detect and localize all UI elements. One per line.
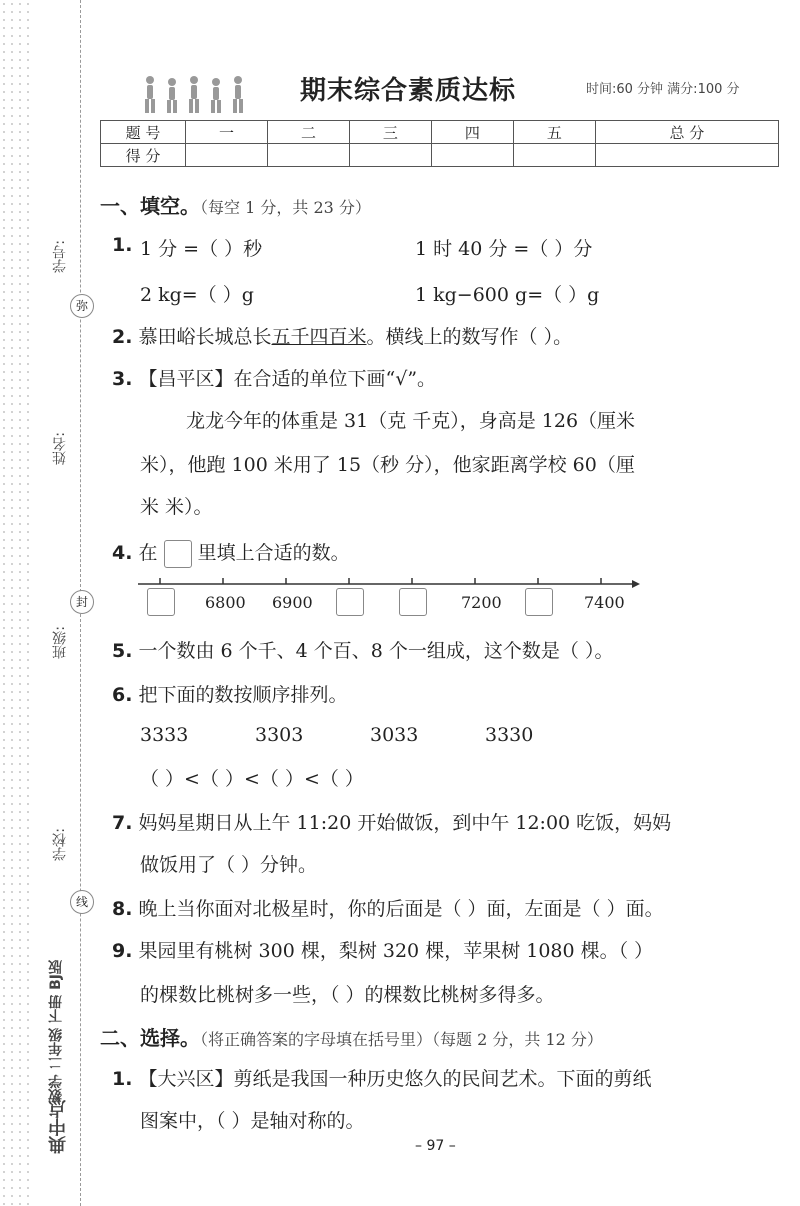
school-label: 学校: — [52, 828, 68, 861]
q6-number: 3330 — [485, 724, 534, 746]
table-cell: 三 — [349, 121, 431, 144]
section-note: （将正确答案的字母填在括号里）（每题 2 分，共 12 分） — [200, 1030, 603, 1049]
name-label: 姓名: — [52, 432, 68, 465]
q1-b: 1 时 40 分 =（ ）分 — [415, 238, 593, 260]
section-title: 一、填空。 — [100, 194, 200, 218]
q6-order: （ ）<（ ）<（ ）<（ ） — [140, 768, 364, 790]
seal-xian: 线 — [70, 890, 94, 914]
tick-label: 6900 — [272, 593, 313, 612]
s2-q1-line2: 图案中，（ ）是轴对称的。 — [140, 1110, 365, 1132]
table-cell: 五 — [513, 121, 595, 144]
table-cell: 题 号 — [101, 121, 186, 144]
table-cell: 四 — [431, 121, 513, 144]
student-no-label: 学号: — [52, 240, 68, 273]
score-input[interactable] — [349, 144, 431, 167]
q9-line2: 的棵数比桃树多一些，（ ）的棵数比桃树多得多。 — [140, 984, 555, 1006]
book-info: 数学 二年级 下册 BJ版 — [48, 960, 64, 1103]
answer-box[interactable] — [336, 588, 364, 616]
q7-line1: 7. 妈妈星期日从上午 11:20 开始做饭，到中午 12:00 吃饭，妈妈 — [112, 812, 672, 834]
table-cell: 一 — [186, 121, 268, 144]
tick-label: 6800 — [205, 593, 246, 612]
q3-line1: 龙龙今年的体重是 31（克 千克），身高是 126（厘米 — [186, 410, 636, 432]
tick-label: 7400 — [584, 593, 625, 612]
number-line — [138, 574, 640, 594]
q3-line3: 米 米）。 — [140, 496, 213, 518]
score-input[interactable] — [186, 144, 268, 167]
empty-box-icon — [164, 540, 192, 568]
score-input[interactable] — [513, 144, 595, 167]
q3: 3. 【昌平区】在合适的单位下画“√”。 — [112, 368, 437, 390]
answer-box[interactable] — [399, 588, 427, 616]
section-2-heading — [100, 1022, 603, 1051]
seal-mi: 弥 — [70, 294, 94, 318]
answer-box[interactable] — [525, 588, 553, 616]
score-table — [100, 120, 779, 167]
dotted-margin — [0, 0, 30, 1206]
q9-line1: 9. 果园里有桃树 300 棵，梨树 320 棵，苹果树 1080 棵。（ ） — [112, 940, 654, 962]
q4: 4. 在 里填上合适的数。 — [112, 538, 350, 568]
q8: 8. 晚上当你面对北极星时，你的后面是（ ）面，左面是（ ）面。 — [112, 898, 664, 920]
exam-meta: 时间:60 分钟 满分:100 分 — [586, 82, 740, 97]
q6-number: 3333 — [140, 724, 189, 746]
score-input[interactable] — [431, 144, 513, 167]
q2: 2. 慕田峪长城总长五千四百米。横线上的数写作（ ）。 — [112, 326, 573, 348]
section-note: （每空 1 分，共 23 分） — [200, 198, 371, 217]
class-label: 班级: — [52, 626, 68, 659]
q1-num: 1. — [112, 234, 133, 256]
seal-feng: 封 — [70, 590, 94, 614]
q6: 6. 把下面的数按顺序排列。 — [112, 684, 348, 706]
score-input[interactable] — [267, 144, 349, 167]
underlined-number-text: 五千四百米 — [271, 326, 367, 348]
score-input[interactable] — [595, 144, 778, 167]
brand-logo: 典中点 — [48, 1100, 69, 1154]
q6-number: 3303 — [255, 724, 304, 746]
tick-label: 7200 — [461, 593, 502, 612]
q3-line2: 米），他跑 100 米用了 15（秒 分），他家距离学校 60（厘 — [140, 454, 635, 476]
s2-q1-line1: 1. 【大兴区】剪纸是我国一种历史悠久的民间艺术。下面的剪纸 — [112, 1068, 652, 1090]
section-title: 二、选择。 — [100, 1026, 200, 1050]
q6-number: 3033 — [370, 724, 419, 746]
table-cell: 得 分 — [101, 144, 186, 167]
page-number: – 97 – — [415, 1138, 456, 1154]
q1-d: 1 kg−600 g=（ ）g — [415, 284, 600, 306]
answer-box[interactable] — [147, 588, 175, 616]
section-1-heading — [100, 190, 371, 219]
decorative-figures-icon — [140, 74, 250, 118]
table-header-row — [101, 121, 779, 144]
page-title: 期末综合素质达标 — [300, 76, 517, 106]
table-cell: 总 分 — [595, 121, 778, 144]
q7-line2: 做饭用了（ ）分钟。 — [140, 854, 318, 876]
table-cell: 二 — [267, 121, 349, 144]
table-score-row — [101, 144, 779, 167]
q1-c: 2 kg=（ ）g — [140, 284, 254, 306]
q1-a: 1 分 =（ ）秒 — [140, 238, 263, 260]
q5: 5. 一个数由 6 个千、4 个百、8 个一组成，这个数是（ ）。 — [112, 640, 614, 662]
